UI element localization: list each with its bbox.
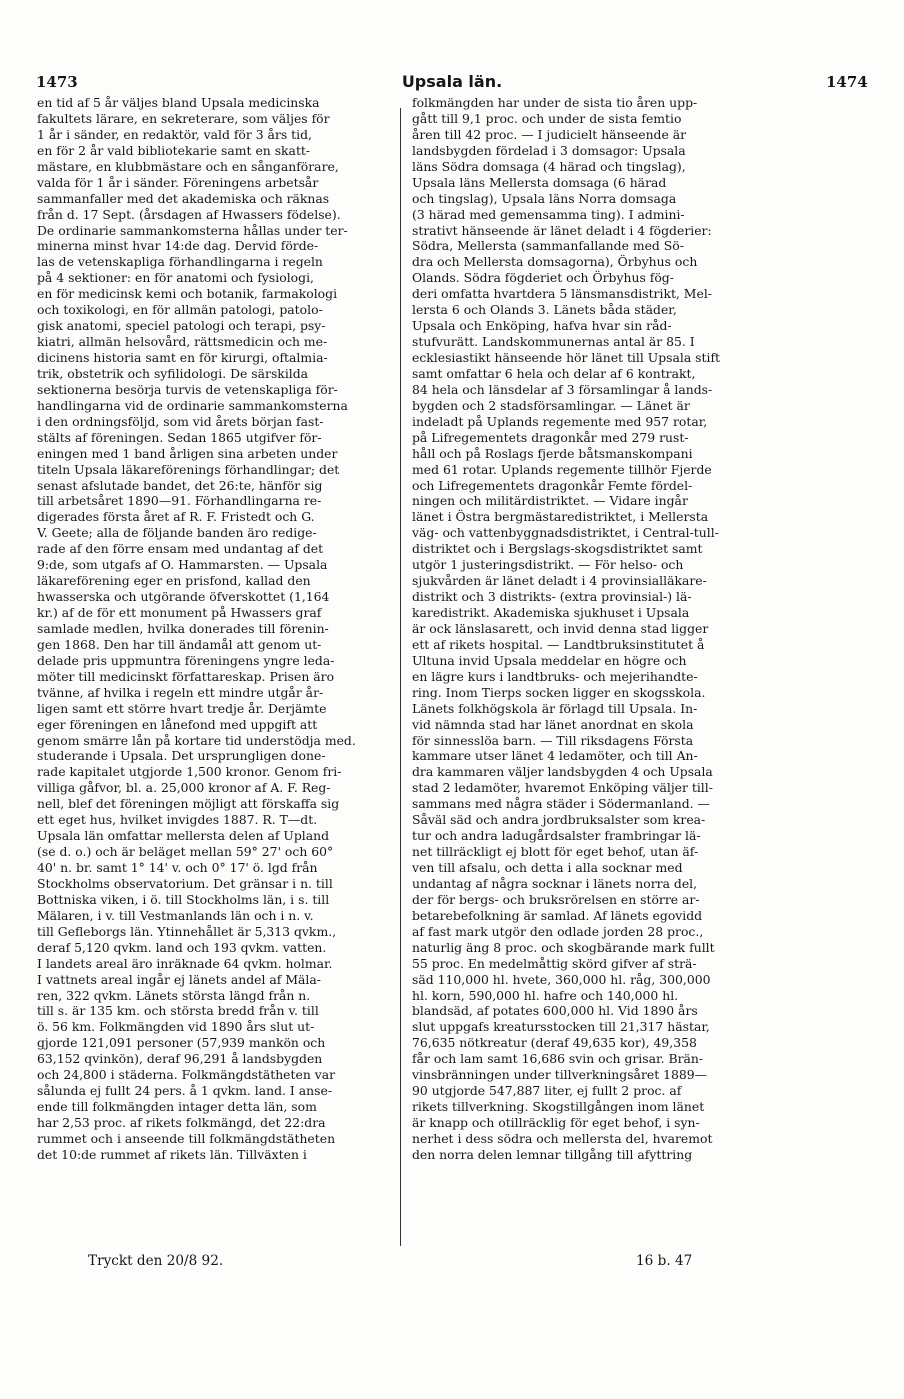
text-line: samlade medlen, hvilka donerades till förenin-: [37, 620, 329, 636]
text-line: säd 110,000 hl. hvete, 360,000 hl. råg, 300,000: [412, 971, 711, 987]
text-line: Upsala läns Mellersta domsaga (6 härad: [412, 174, 667, 190]
text-line: Stockholms observatorium. Det gränsar i n. till: [37, 875, 333, 891]
text-line: naturlig äng 8 proc. och skogbärande mark fullt: [412, 939, 715, 955]
text-line: stufvurätt. Landskommunernas antal är 85. I: [412, 334, 695, 350]
text-line: villiga gåfvor, bl. a. 25,000 kronor af A. F. Reg-: [37, 780, 331, 796]
text-line: minerna minst hvar 14:de dag. Dervid förde-: [37, 238, 319, 254]
text-line: 9:de, som utgafs af O. Hammarsten. — Upsala: [37, 557, 328, 573]
text-line: utgör 1 justeringsdistrikt. — För helso- och: [412, 557, 684, 573]
text-line: rade af den förre ensam med undantag af det: [37, 541, 324, 557]
text-line: 40' n. br. samt 1° 14' v. och 0° 17' ö. lgd från: [37, 860, 318, 875]
text-line: strativt hänseende är länet deladt i 4 fögderier:: [412, 222, 712, 238]
text-line: handlingarna vid de ordinarie sammankomsterna: [37, 397, 348, 413]
text-line: möter till medicinskt författareskap. Prisen äro: [37, 668, 335, 684]
right-column: [412, 95, 762, 1163]
text-line: är knapp och otillräcklig för eget behof, i syn-: [412, 1115, 700, 1130]
text-line: ligen samt ett större hvart tredje år. Derjämte: [37, 700, 327, 716]
text-line: Upsala och Enköping, hafva hvar sin råd-: [412, 318, 672, 334]
text-line: 76,635 nötkreatur (deraf 49,635 kor), 49,358: [412, 1035, 697, 1051]
text-line: stälts af föreningen. Sedan 1865 utgifver för-: [37, 429, 322, 445]
text-line: distriktet och i Bergslags-skogsdistriktet samt: [412, 541, 703, 557]
text-line: till arbetsåret 1890—91. Förhandlingarna re-: [37, 493, 322, 509]
text-line: Ultuna invid Upsala meddelar en högre och: [412, 652, 687, 668]
text-line: ende till folkmängden intager detta län, som: [37, 1099, 317, 1115]
text-line: har 2,53 proc. af rikets folkmängd, det 22:dra: [37, 1115, 326, 1130]
text-line: valda för 1 år i sänder. Föreningens arbetsår: [37, 174, 319, 190]
text-line: är ock länslasarett, och invid denna stad ligger: [412, 620, 709, 636]
text-line: bygden och 2 stadsförsamlingar. — Länet är: [412, 397, 690, 413]
text-line: ven till afsalu, och detta i alla socknar med: [412, 860, 683, 875]
text-line: I landets areal äro inräknade 64 qvkm. holmar.: [37, 955, 333, 971]
page-title: Upsala län.: [401, 72, 503, 91]
text-line: (se d. o.) och är beläget mellan 59° 27' och 60°: [37, 844, 334, 860]
text-line: den norra delen lemnar tillgång till afyttring: [412, 1146, 693, 1162]
text-line: distrikt och 3 distrikts- (extra provinsial-) lä-: [412, 589, 692, 605]
text-line: folkmängden har under de sista tio åren upp-: [412, 95, 698, 110]
text-line: dra kammaren väljer landsbygden 4 och Upsala: [412, 764, 713, 780]
text-line: en för medicinsk kemi och botanik, farmakologi: [37, 286, 338, 302]
text-line: läkareförening eger en prisfond, kallad den: [37, 573, 311, 589]
signature-mark: 16 b. 47: [636, 1253, 693, 1269]
text-line: indeladt på Uplands regemente med 957 rotar,: [412, 413, 708, 429]
text-line: lersta 6 och Olands 3. Länets båda städer,: [412, 302, 677, 318]
text-line: till s. är 135 km. och största bredd från v. till: [37, 1003, 319, 1019]
text-line: vid nämnda stad har länet anordnat en skola: [412, 716, 694, 732]
text-line: blandsäd, af potates 600,000 hl. Vid 1890 års: [412, 1003, 698, 1019]
text-line: I vattnets areal ingår ej länets andel af Mäla-: [37, 971, 321, 987]
text-line: rummet och i anseende till folkmängdstätheten: [37, 1130, 336, 1146]
text-line: kiatri, allmän helsovård, rättsmedicin och me-: [37, 334, 328, 350]
text-line: studerande i Upsala. Det ursprungligen done-: [37, 748, 326, 764]
text-line: och 24,800 i städerna. Folkmängdstätheten var: [37, 1067, 336, 1083]
text-line: V. Geete; alla de följande banden äro redige-: [37, 525, 317, 541]
text-line: med 61 rotar. Uplands regemente tillhör Fjerde: [412, 461, 712, 477]
text-line: länet i Östra bergmästaredistriktet, i Mellersta: [412, 509, 709, 525]
text-line: mästare, en klubbmästare och en sånganförare,: [37, 158, 339, 174]
text-line: Olands. Södra fögderiet och Örbyhus fög-: [412, 270, 674, 286]
text-line: en tid af 5 år väljes bland Upsala medicinska: [37, 95, 320, 110]
text-line: deraf 5,120 qvkm. land och 193 qvkm. vatten.: [37, 939, 327, 955]
print-date: Tryckt den 20/8 92.: [88, 1253, 224, 1269]
text-line: det 10:de rummet af rikets län. Tillväxten i: [37, 1146, 307, 1162]
text-line: tvänne, af hvilka i regeln ett mindre utgår år-: [37, 684, 324, 700]
text-line: kr.) af de för ett monument på Hwassers graf: [37, 605, 322, 620]
text-line: vinsbränningen under tillverkningsåret 1889—: [412, 1067, 708, 1083]
left-column: [37, 95, 387, 1163]
text-line: sammanfaller med det akademiska och räknas: [37, 190, 330, 206]
text-line: fakultets lärare, en sekreterare, som väljes för: [37, 110, 330, 126]
text-line: kammare utser länet 4 ledamöter, och till An-: [412, 748, 698, 764]
text-line: genom smärre lån på kortare tid understödja med.: [37, 732, 356, 748]
text-line: på Lifregementets dragonkår med 279 rust-: [412, 429, 689, 445]
text-line: gen 1868. Den har till ändamål att genom ut-: [37, 636, 322, 652]
text-line: af fast mark utgör den odlade jorden 28 proc.,: [412, 923, 704, 939]
text-line: 84 hela och länsdelar af 3 församlingar å lands-: [412, 381, 713, 397]
text-line: Mälaren, i v. till Vestmanlands län och i n. v.: [37, 907, 314, 923]
text-line: sammans med några städer i Södermanland. —: [412, 796, 710, 812]
text-line: senast afslutade bandet, det 26:te, hänför sig: [37, 477, 323, 493]
text-line: ren, 322 qvkm. Länets största längd från n.: [37, 987, 311, 1003]
text-line: der för bergs- och bruksrörelsen en större ar-: [412, 891, 700, 907]
text-line: karedistrikt. Akademiska sjukhuset i Upsala: [412, 605, 690, 620]
text-line: Länets folkhögskola är förlagd till Upsala. In-: [412, 700, 698, 716]
text-line: ett af rikets hospital. — Landtbruksinstitutet å: [412, 636, 705, 652]
text-line: Upsala län omfattar mellersta delen af Upland: [37, 828, 330, 844]
text-line: åren till 42 proc. — I judicielt hänseende är: [412, 126, 687, 142]
text-line: Såväl säd och andra jordbruksalster som krea-: [412, 812, 706, 828]
text-line: tur och andra ladugårdsalster frambringar lä-: [412, 828, 701, 844]
text-line: samt omfattar 6 hela och delar af 6 kontrakt,: [412, 365, 696, 381]
text-line: håll och på Roslags fjerde båtsmanskompani: [412, 445, 693, 461]
text-line: slut uppgafs kreatursstocken till 21,317 hästar,: [412, 1019, 710, 1035]
text-line: dra och Mellersta domsagorna), Örbyhus och: [412, 254, 698, 270]
text-line: trik, obstetrik och syfilidologi. De särskilda: [37, 365, 309, 381]
text-line: delade pris uppmuntra föreningens yngre leda-: [37, 652, 335, 668]
text-line: betarebefolkning är samlad. Af länets egovidd: [412, 907, 703, 923]
text-line: deri omfatta hvartdera 5 länsmansdistrikt, Mel-: [412, 286, 712, 302]
text-line: från d. 17 Sept. (årsdagen af Hwassers födelse).: [37, 206, 341, 222]
text-line: (3 härad med gemensamma ting). I admini-: [412, 206, 685, 222]
text-line: sjukvården är länet deladt i 4 provinsialläkare-: [412, 573, 707, 589]
text-line: ningen och militärdistriktet. — Vidare ingår: [412, 493, 688, 509]
text-line: ring. Inom Tierps socken ligger en skogsskola.: [412, 684, 706, 700]
text-line: och Lifregementets dragonkår Femte fördel-: [412, 477, 693, 493]
text-line: sålunda ej fullt 24 pers. å 1 qvkm. land. I anse-: [37, 1083, 333, 1099]
text-line: Södra, Mellersta (sammanfallande med Sö-: [412, 238, 684, 254]
text-line: läns Södra domsaga (4 härad och tingslag),: [412, 158, 686, 174]
text-line: sektionerna besörja turvis de vetenskapliga för-: [37, 381, 338, 397]
text-line: hl. korn, 590,000 hl. hafre och 140,000 hl.: [412, 987, 679, 1003]
text-line: får och lam samt 16,686 svin och grisar. Brän-: [412, 1051, 704, 1067]
page-number-left: 1473: [36, 73, 78, 91]
text-line: digerades första året af R. F. Fristedt och G.: [37, 509, 315, 525]
text-line: dicinens historia samt en för kirurgi, oftalmia-: [37, 350, 328, 365]
text-line: ett eget hus, hvilket invigdes 1887. R. T—dt.: [37, 812, 318, 828]
text-line: på 4 sektioner: en för anatomi och fysiologi,: [37, 270, 314, 286]
text-line: nell, blef det föreningen möjligt att förskaffa sig: [37, 796, 340, 812]
text-line: för sinnesslöa barn. — Till riksdagens Första: [412, 732, 694, 748]
text-line: 1 år i sänder, en redaktör, vald för 3 års tid,: [37, 126, 312, 142]
text-line: ecklesiastikt hänseende hör länet till Upsala stift: [412, 350, 721, 365]
text-line: ö. 56 km. Folkmängden vid 1890 års slut ut-: [37, 1019, 315, 1035]
text-line: nerhet i dess södra och mellersta del, hvaremot: [412, 1130, 713, 1146]
text-line: stad 2 ledamöter, hvaremot Enköping väljer till-: [412, 780, 713, 796]
text-line: en lägre kurs i landtbruks- och mejerihandte-: [412, 668, 698, 684]
text-line: väg- och vattenbyggnadsdistriktet, i Central-tull-: [412, 525, 719, 541]
text-line: rikets tillverkning. Skogstillgången inom länet: [412, 1099, 705, 1115]
text-line: gått till 9,1 proc. och under de sista femtio: [412, 110, 682, 126]
text-line: och toxikologi, en för allmän patologi, patolo-: [37, 302, 323, 318]
text-line: och tingslag), Upsala läns Norra domsaga: [412, 190, 677, 206]
text-line: titeln Upsala läkareförenings förhandlingar; det: [37, 461, 340, 477]
text-line: hwasserska och utgörande öfverskottet (1,164: [37, 589, 330, 605]
text-line: rade kapitalet utgjorde 1,500 kronor. Genom fri-: [37, 764, 342, 780]
text-line: eningen med 1 band årligen sina arbeten under: [37, 445, 338, 461]
text-line: 90 utgjorde 547,887 liter, ej fullt 2 proc. af: [412, 1083, 682, 1099]
text-line: landsbygden fördelad i 3 domsagor: Upsala: [412, 142, 686, 158]
text-line: 63,152 qvinkön), deraf 96,291 å landsbygden: [37, 1051, 323, 1067]
text-line: De ordinarie sammankomsterna hållas under ter-: [37, 222, 348, 238]
column-divider: [400, 108, 401, 1246]
text-line: Bottniska viken, i ö. till Stockholms län, i s. till: [37, 891, 330, 907]
page-number-right: 1474: [826, 73, 868, 91]
text-line: 55 proc. En medelmåttig skörd gifver af strä-: [412, 955, 697, 971]
text-line: las de vetenskapliga förhandlingarna i regeln: [37, 254, 323, 270]
text-line: till Gefleborgs län. Ytinnehållet är 5,313 qvkm.,: [37, 923, 337, 939]
text-line: net tillräckligt ej blott för eget behof, utan äf-: [412, 844, 699, 860]
text-line: i den ordningsföljd, som vid årets början fast-: [37, 413, 324, 429]
text-line: gjorde 121,091 personer (57,939 mankön och: [37, 1035, 326, 1051]
text-line: gisk anatomi, speciel patologi och terapi, psy-: [37, 318, 326, 334]
text-line: undantag af några socknar i länets norra del,: [412, 875, 698, 891]
text-line: en för 2 år vald bibliotekarie samt en skatt-: [37, 142, 311, 158]
text-line: eger föreningen en lånefond med uppgift att: [37, 716, 318, 732]
